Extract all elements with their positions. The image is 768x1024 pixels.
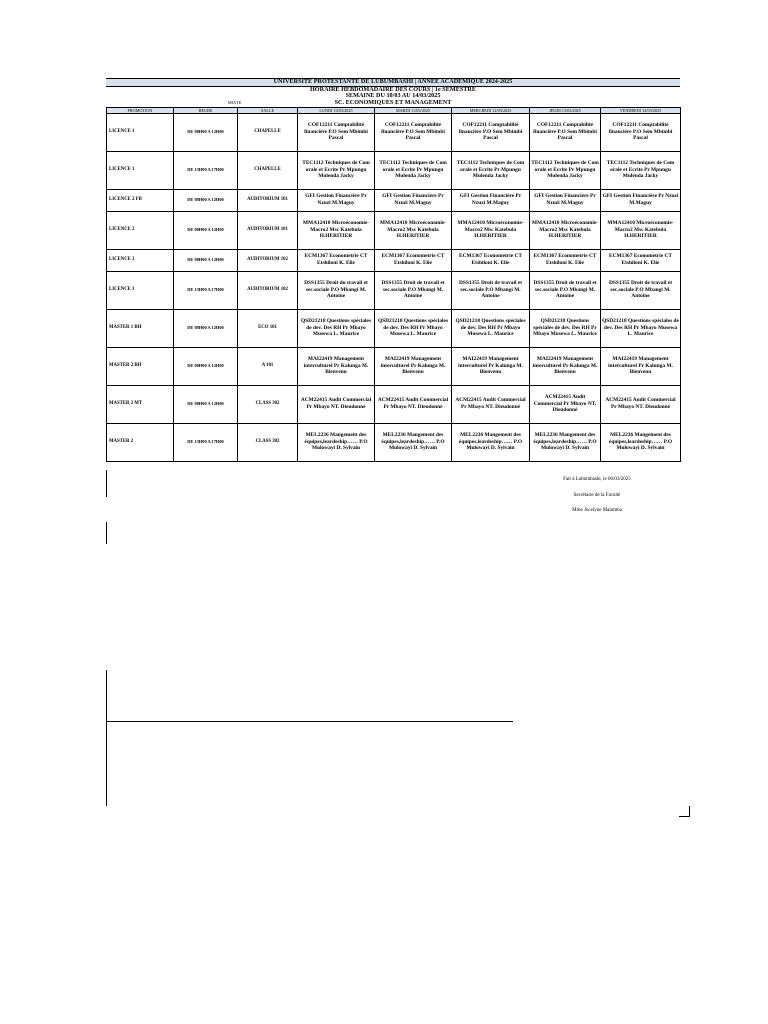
- room-cell: AUDITORIUM 101: [238, 211, 298, 249]
- hour-cell: DE 08H00 A 12H00: [174, 249, 238, 271]
- course-cell: MAI22419 Management interculturel Pr Kalunga M. Bienvenu: [452, 347, 530, 385]
- footer-place-date: Fait à Lubumbashi, le 06/03/2025: [563, 477, 631, 482]
- schedule-table: [106, 107, 681, 462]
- course-cell: GFI Gestion Financière Pr Nzuzi M.Maguy: [530, 189, 601, 211]
- course-cell: MAI22419 Management interculturel Pr Kalunga M. Bienvenu: [375, 347, 452, 385]
- course-cell: COF12211 Comptabilité financière P.O Sem Mbimbi Pascal: [452, 113, 530, 151]
- promotion-cell: LICENCE 3: [107, 249, 174, 271]
- hour-cell: DE 08H00 A 12H00: [174, 347, 238, 385]
- course-cell: MEL2236 Mangement des équipes,leardeship…… P.O Mulowayi D. Sylvain: [375, 423, 452, 461]
- course-cell: DSS1355 Droit de travail et sec.sociale P.O Mbangi M. Antoine: [530, 271, 601, 309]
- room-cell: CHAPELLE: [238, 151, 298, 189]
- room-cell: AUDITORIUM 101: [238, 189, 298, 211]
- course-cell: DSS1355 Droit du travail et sec.sociale P.O Mbangi M. Antoine: [298, 271, 375, 309]
- col-heure: HEURE: [174, 107, 238, 113]
- course-cell: ECM1367 Econometrie CT Etshiloni K. Elie: [375, 249, 452, 271]
- course-cell: QSD21218 Questions spéciales de dev. Des RH Pr Mbayo Musewa L. Maurice: [375, 309, 452, 347]
- course-cell: ECM1367 Econometrie CT Etshiloni K. Elie: [530, 249, 601, 271]
- course-cell: TEC1112 Techniques de Com orale et Ecrite Pr Mpungu Mulenda Jacky: [601, 151, 681, 189]
- col-mercredi: MERCREDI 12/03/2025: [452, 107, 530, 113]
- course-cell: TEC1112 Techniques de Com orale et Ecrite Pr Mpungu Mulenda Jacky: [375, 151, 452, 189]
- hour-cell: DE 13H00 A 17H00: [174, 423, 238, 461]
- course-cell: ECM1367 Econometrie CT Etshiloni K. Elie: [452, 249, 530, 271]
- table-row: [107, 151, 681, 189]
- course-cell: DSS1355 Droit de travail et sec.sociale P.O Mbangi M. Antoine: [601, 271, 681, 309]
- border-line: [679, 816, 690, 817]
- course-cell: MEL2236 Mangement des équipes,leardeship…… P.O Mulowayi D. Sylvain: [452, 423, 530, 461]
- promotion-cell: MASTER 2: [107, 423, 174, 461]
- room-cell: ECO 101: [238, 309, 298, 347]
- course-cell: ECM1367 Econometrie CT Etshiloni K. Elie: [298, 249, 375, 271]
- course-cell: MMA12410 Microéconomie-Macro2 Msc Katebula H.HERITIER: [375, 211, 452, 249]
- course-cell: ACM22415 Audit Commercial Pr Mbayo NT. Dieudonné: [375, 385, 452, 423]
- course-cell: QSD21218 Questions spéciales de dev. Des RH Pr Mbayo Musewa L. Maurice: [452, 309, 530, 347]
- promotion-cell: LICENCE 1: [107, 113, 174, 151]
- course-cell: MMA12410 Microéconomie-Macro2 Msc Katebula H.HERITIER: [530, 211, 601, 249]
- room-cell: CLASS 302: [238, 423, 298, 461]
- room-cell: CHAPELLE: [238, 113, 298, 151]
- university-title: UNIVERSITE PROTESTANTE DE LUBUMBASHI | ANNEE ACADEMIQUE 2024-2025: [106, 78, 680, 87]
- table-row: [107, 271, 681, 309]
- promotion-cell: LICENCE 2 FB: [107, 189, 174, 211]
- hour-cell: DE 08H00 A 12H00: [174, 211, 238, 249]
- course-cell: ACM22415 Audit Commercial Pr Mbayo NT. Dieudonné: [530, 385, 601, 423]
- course-cell: GFI Gestion Financière Pr Nzuzi M.Maguy: [601, 189, 681, 211]
- room-cell: CLASS 302: [238, 385, 298, 423]
- col-mardi: MARDI 11/03/2025: [375, 107, 452, 113]
- hour-cell: DE 13H00 A 17H00: [174, 271, 238, 309]
- course-cell: COF12211 Comptabilité financière P.O Sem Mbimbi Pascal: [530, 113, 601, 151]
- course-cell: QSD21218 Questions spéciales de dev. Des RH Pr Mbayo Musewa L. Maurice: [530, 309, 601, 347]
- table-row: [107, 189, 681, 211]
- hour-cell: DE 08H00 A 12H00: [174, 113, 238, 151]
- course-cell: TEC1112 Techniques de Com orale et Ecrite Pr Mpungu Mulenda Jacky: [298, 151, 375, 189]
- course-cell: DSS1355 Droit de travail et sec.sociale P.O Mbangi M. Antoine: [375, 271, 452, 309]
- course-cell: MMA12410 Microéconomie-Macro2 Msc Katebula H.HERITIER: [452, 211, 530, 249]
- course-cell: COF12211 Comptabilité financière P.O Sem Mbimbi Pascal: [298, 113, 375, 151]
- table-row: [107, 347, 681, 385]
- border-line: [106, 470, 107, 497]
- table-row: [107, 423, 681, 461]
- table-row: [107, 113, 681, 151]
- footer-name: Mme Jocelyne Malumba: [572, 508, 622, 513]
- course-cell: TEC1112 Techniques de Com orale et Ecrite Pr Mpungu Mulenda Jacky: [452, 151, 530, 189]
- col-salle: SALLE: [238, 107, 298, 113]
- table-row: [107, 309, 681, 347]
- course-cell: ACM22415 Audit Commercial Pr Mbayo NT. Dieudonné: [601, 385, 681, 423]
- room-cell: AUDITORIUM 102: [238, 271, 298, 309]
- course-cell: MEL2236 Mangement des équipes,leardeship…… P.O Mulowayi D. Sylvain: [298, 423, 375, 461]
- room-cell: AUDITORIUM 102: [238, 249, 298, 271]
- course-cell: MAI22419 Management interculturel Pr Kalunga M. Bienvenu: [298, 347, 375, 385]
- room-cell: A 101: [238, 347, 298, 385]
- week-title: SEMAINE DU 10/03 AU 14/03/2025: [345, 92, 441, 99]
- border-line: [106, 721, 513, 722]
- faculty-row: [106, 100, 680, 107]
- course-cell: GFI Gestion Financière Pr Nzuzi M.Maguy: [452, 189, 530, 211]
- table-row: [107, 211, 681, 249]
- course-cell: ACM22415 Audit Commercial Pr Mbayo NT. Dieudonné: [452, 385, 530, 423]
- course-cell: GFI Gestion Financière Pr Nzuzi M.Maguy: [298, 189, 375, 211]
- col-lundi: LUNDI 10/03/2025: [298, 107, 375, 113]
- promotion-cell: MASTER 2 MT: [107, 385, 174, 423]
- course-cell: MAI22419 Management interculturel Pr Kalunga M. Bienvenu: [530, 347, 601, 385]
- table-row: [107, 385, 681, 423]
- course-cell: MEL2236 Mangement des équipes,leardeship…… P.O Mulowayi D. Sylvain: [530, 423, 601, 461]
- promotion-cell: LICENCE 2: [107, 211, 174, 249]
- faculty-title: SC. ECONOMIQUES ET MANAGEMENT: [334, 98, 452, 106]
- border-line: [106, 522, 107, 544]
- hour-cell: DE 08H00 A 12H00: [174, 385, 238, 423]
- border-line: [106, 670, 107, 806]
- col-vendredi: VENDREDI 14/03/2025: [601, 107, 681, 113]
- footer-role: Secrétaire de la Faculté: [573, 493, 621, 498]
- schedule-title: HORAIRE HEBDOMADAIRE DES COURS | 1e SEMESTRE: [309, 85, 477, 93]
- course-cell: COF12211 Comptabilité financière P.O Sem Mbimbi Pascal: [601, 113, 681, 151]
- course-cell: MMA12410 Microéconomie-Macro2 Msc Katebula H.HERITIER: [298, 211, 375, 249]
- course-cell: MMA12410 Microéconomie-Macro2 Msc Katebula H.HERITIER: [601, 211, 681, 249]
- promotion-cell: MASTER 1 RH: [107, 309, 174, 347]
- timetable-sheet: [106, 78, 680, 462]
- course-cell: TEC1112 Techniques de Com orale et Ecrite Pr Mpungu Mulenda Jacky: [530, 151, 601, 189]
- course-cell: DSS1355 Droit de travail et sec.sociale P.O Mbangi M. Antoine: [452, 271, 530, 309]
- course-cell: COF12211 Comptabilité financière P.O Sem Mbimbi Pascal: [375, 113, 452, 151]
- promotion-cell: MASTER 2 RH: [107, 347, 174, 385]
- course-cell: ACM22415 Audit Commercial Pr Mbayo NT. Dieudonné: [298, 385, 375, 423]
- col-jeudi: JEUDI 13/03/2025: [530, 107, 601, 113]
- promotion-cell: LICENCE 3: [107, 271, 174, 309]
- schedule-body: [107, 113, 681, 461]
- promotion-cell: LICENCE 1: [107, 151, 174, 189]
- hour-cell: DE 13H00 A 17H00: [174, 151, 238, 189]
- hour-cell: DE 08H00 A 12H00: [174, 189, 238, 211]
- course-cell: MAI22419 Management interculturel Pr Kalunga M. Bienvenu: [601, 347, 681, 385]
- col-promotion: PROMOTION: [107, 107, 174, 113]
- mixte-label: MIXTE: [228, 99, 242, 105]
- hour-cell: DE 08H00 A 12H00: [174, 309, 238, 347]
- course-cell: ECM1367 Econometrie CT Etshiloni K. Elie: [601, 249, 681, 271]
- course-cell: GFI Gestion Financière Pr Nzuzi M.Maguy: [375, 189, 452, 211]
- table-row: [107, 249, 681, 271]
- course-cell: QSD21218 Questions spéciales de dev. Des RH Pr Mbayo Musewa L. Maurice: [601, 309, 681, 347]
- course-cell: QSD21218 Questions spéciales de dev. Des RH Pr Mbayo Musewa L. Maurice: [298, 309, 375, 347]
- course-cell: MEL2236 Mangement des équipes,leardeship…… P.O Mulowayi D. Sylvain: [601, 423, 681, 461]
